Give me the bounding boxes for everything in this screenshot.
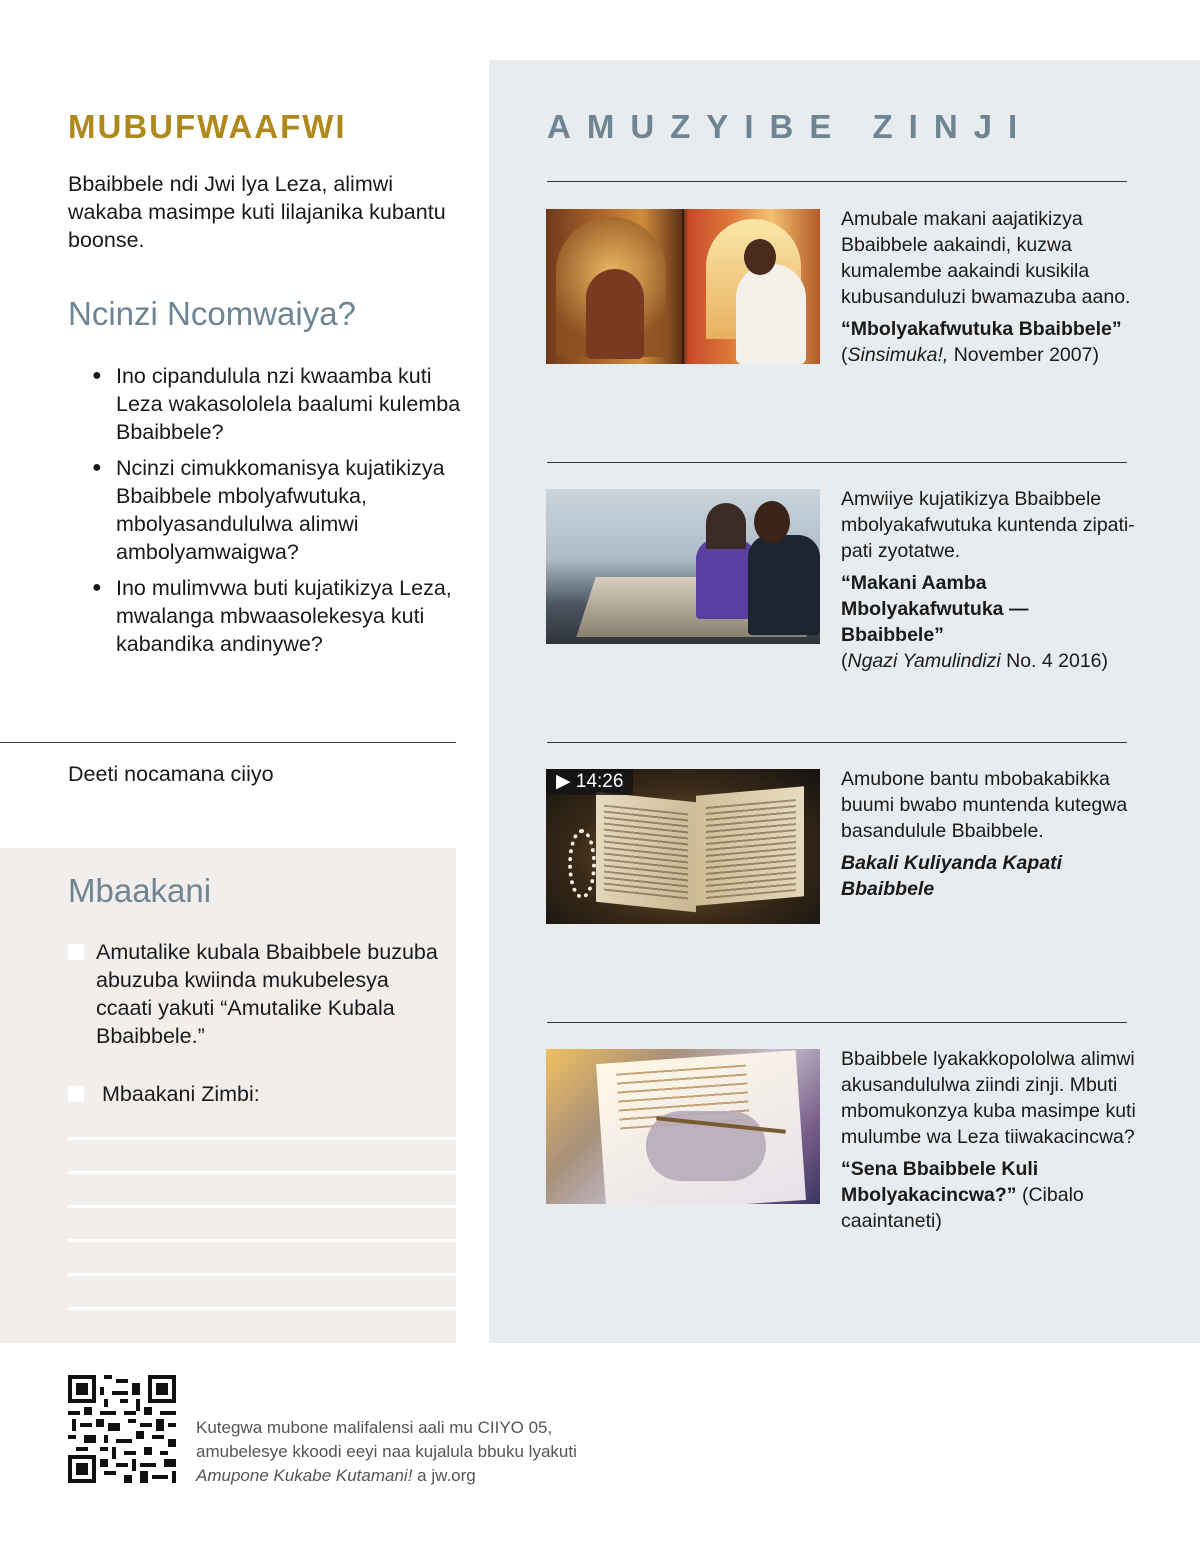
card-image-bible-history[interactable] (546, 209, 820, 364)
goal-item-other (68, 1080, 260, 1108)
question-item (92, 454, 462, 566)
card-description: Amubone bantu mbobakabikka buumi bwabo muntenda kutegwa basandulule Bbaibbele. (841, 768, 1128, 842)
divider (0, 742, 456, 743)
footer-line: amubelesye kkoodi eeyi naa kujalula bbuku lyakuti (196, 1442, 577, 1461)
footer-line: Kutegwa mubone malifalensi aali mu CIIYO 05, (196, 1418, 553, 1437)
footer-site[interactable]: a jw.org (412, 1466, 476, 1485)
card-image-museum[interactable] (546, 489, 820, 644)
goal-item-read-bible (68, 938, 438, 1050)
learn-more-panel (489, 60, 1200, 1343)
qr-code-icon[interactable] (68, 1375, 176, 1483)
goal-text: Amutalike kubala Bbaibbele buzuba abuzuba kwiinda mukubelesya ccaati yakuti “Amutalike Kubala Bbaibbele.” (96, 940, 438, 1048)
divider (547, 1022, 1127, 1023)
goals-heading: Mbaakani (68, 872, 212, 909)
card-title-link[interactable]: Bakali Kuliyanda Kapati Bbaibbele (841, 852, 1063, 900)
card-title-link[interactable]: “Sena Bbaibbele Kuli Mbolyakacincwa?” (Cibalo caaintaneti) (841, 1158, 1084, 1232)
questions-heading: Ncinzi Ncomwaiya? (68, 295, 356, 332)
divider (547, 181, 1127, 182)
card-source: (Sinsimuka!, November 2007) (841, 344, 1099, 366)
goals-panel (0, 848, 456, 1343)
question-item (92, 362, 462, 446)
summary-heading: MUBUFWAAFWI (68, 108, 347, 145)
card-title-link[interactable]: “Mbolyakafwutuka Bbaibbele” (841, 318, 1122, 340)
video-duration: ▶ 14:26 (546, 769, 633, 795)
write-line[interactable] (68, 1137, 456, 1140)
bullet-icon: ● (92, 367, 102, 384)
card-text (841, 1046, 1141, 1234)
card-title-link[interactable]: “Makani Aamba Mbolyakafwutuka —Bbaibbele” (841, 572, 1029, 646)
write-line[interactable] (68, 1171, 456, 1174)
card-text (841, 206, 1141, 368)
play-icon: ▶ (556, 771, 576, 792)
goal-text: Mbaakani Zimbi: (102, 1082, 260, 1106)
footer-note (196, 1416, 636, 1488)
card-image-manuscript[interactable] (546, 1049, 820, 1204)
question-item (92, 574, 462, 658)
footer-book-title: Amupone Kukabe Kutamani! (196, 1466, 413, 1485)
write-line[interactable] (68, 1205, 456, 1208)
date-label: Deeti nocamana ciiyo (68, 762, 274, 786)
summary-text: Bbaibbele ndi Jwi lya Leza, alimwi wakaba masimpe kuti lilajanika kubantu boonse. (68, 172, 446, 252)
question-text: Ncinzi cimukkomanisya kujatikizya Bbaibbele mbolyafwutuka, mbolyasandululwa alimwi ambolyamwaigwa? (116, 456, 445, 564)
goal-checkbox[interactable] (68, 1086, 84, 1102)
write-line[interactable] (68, 1273, 456, 1276)
card-description: Amubale makani aajatikizya Bbaibbele aakaindi, kuzwa kumalembe aakaindi kusikila kubusanduluzi bwamazuba aano. (841, 208, 1131, 308)
divider (547, 462, 1127, 463)
video-thumbnail[interactable] (546, 769, 820, 924)
card-source: (Ngazi Yamulindizi No. 4 2016) (841, 650, 1109, 672)
bullet-icon: ● (92, 579, 102, 596)
question-text: Ino mulimvwa buti kujatikizya Leza, mwalanga mbwaasolekesya kuti kabandika andinywe? (116, 576, 452, 656)
goal-checkbox[interactable] (68, 944, 84, 960)
question-text: Ino cipandulula nzi kwaamba kuti Leza wakasololela baalumi kulemba Bbaibbele? (116, 364, 461, 444)
write-line[interactable] (68, 1239, 456, 1242)
divider (547, 742, 1127, 743)
questions-list (92, 362, 462, 666)
write-line[interactable] (68, 1307, 456, 1310)
card-text (841, 486, 1141, 674)
card-text (841, 766, 1141, 902)
bullet-icon: ● (92, 459, 102, 476)
learn-more-heading: AMUZYIBE ZINJI (547, 108, 1034, 145)
card-description: Bbaibbele lyakakkopololwa alimwi akusandululwa ziindi zinji. Mbuti mbomukonzya kuba masimpe kuti mulumbe wa Leza tiiwakacincwa? (841, 1048, 1136, 1148)
card-description: Amwiiye kujatikizya Bbaibbele mbolyakafwutuka kuntenda zipati-pati zyotatwe. (841, 488, 1135, 562)
